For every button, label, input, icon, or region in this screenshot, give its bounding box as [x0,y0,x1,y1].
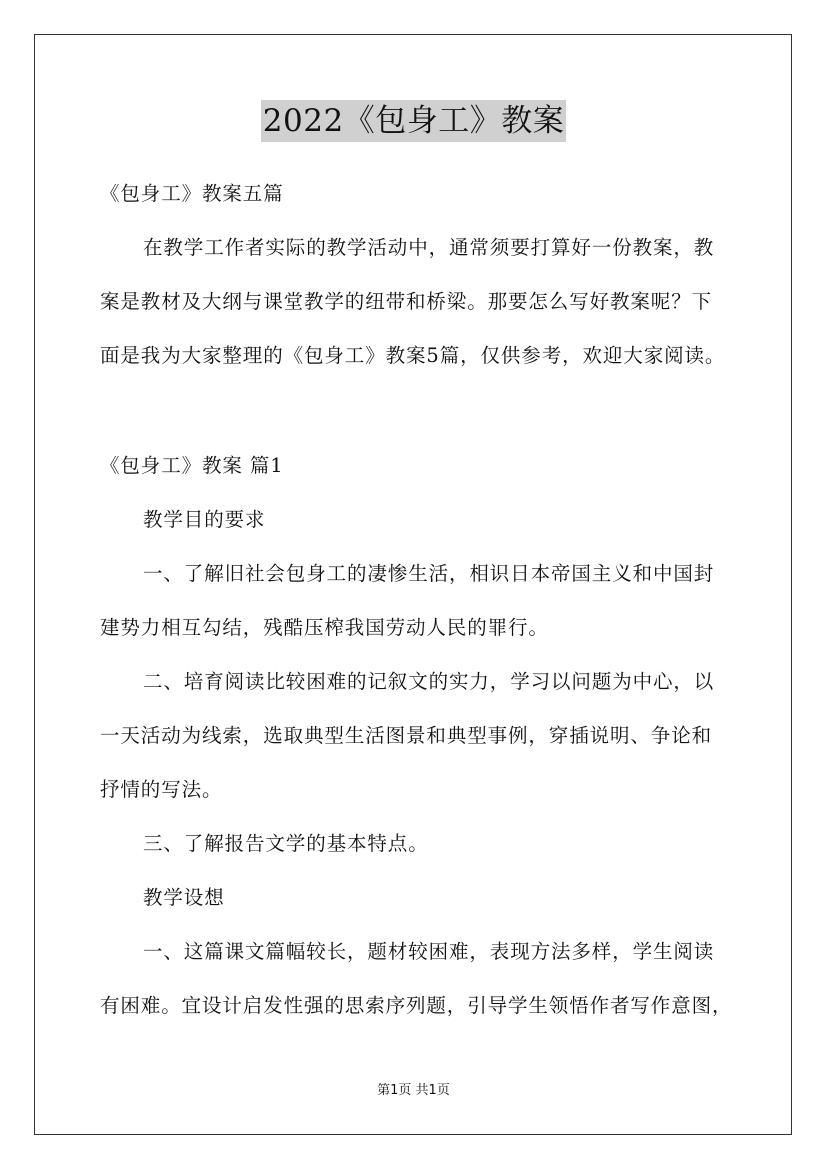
paragraph-line: 在教学工作者实际的教学活动中，通常须要打算好一份教案，教 [143,236,715,259]
document-title: 2022《包身工》教案 [261,100,566,142]
paragraph-line: 有困难。宜设计启发性强的思索序列题，引导学生领悟作者写作意图， [100,994,733,1017]
paragraph-line: 抒情的写法。 [100,778,223,801]
paragraph-line: 教学设想 [143,886,225,909]
paragraph-line: 建势力相互勾结，残酷压榨我国劳动人民的罪行。 [100,616,549,639]
paragraph-line: 二、培育阅读比较困难的记叙文的实力，学习以问题为中心，以 [143,670,715,693]
paragraph-line: 一天活动为线索，选取典型生活图景和典型事例，穿插说明、争论和 [100,724,713,747]
paragraph-line: 面是我为大家整理的《包身工》教案5篇，仅供参考，欢迎大家阅读。 [100,344,726,367]
document-title-wrap [0,100,827,142]
page-footer: 第1页 共1页 [377,1083,450,1098]
section-heading: 《包身工》教案 篇1 [100,454,284,477]
paragraph-line: 案是教材及大纲与课堂教学的纽带和桥梁。那要怎么写好教案呢？下 [100,290,713,313]
paragraph-line: 一、这篇课文篇幅较长，题材较困难，表现方法多样，学生阅读 [143,940,715,963]
paragraph-line: 教学目的要求 [143,508,266,531]
paragraph-line: 三、了解报告文学的基本特点。 [143,832,429,855]
paragraph-line: 一、了解旧社会包身工的凄惨生活，相识日本帝国主义和中国封 [143,562,715,585]
subtitle-line: 《包身工》教案五篇 [100,182,284,205]
